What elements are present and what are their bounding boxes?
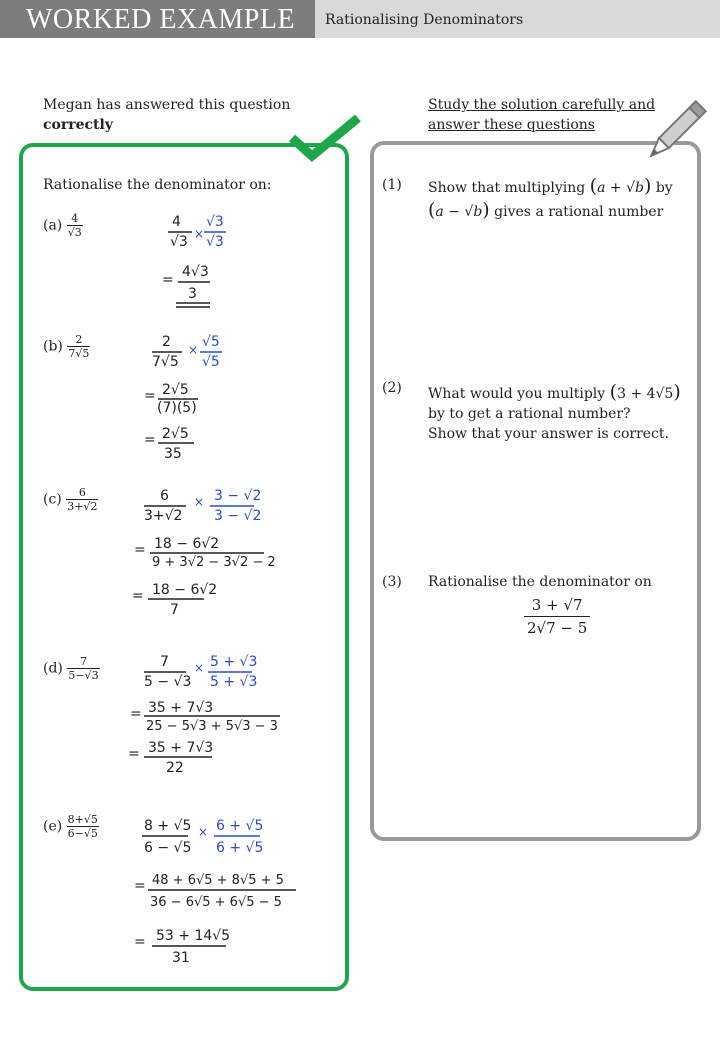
study-line-1: Study the solution carefully and (428, 97, 656, 113)
a-step2-eq: = (162, 272, 174, 288)
part-c-label: (c) (43, 491, 62, 508)
question-2-text: What would you multiply (3 + 4√5) by to get a rational number? Show that your answer is correct. (428, 381, 681, 442)
instruction-text: Rationalise the denominator on: (43, 177, 272, 193)
intro-text (43, 95, 290, 135)
part-d-label: (d) (43, 660, 63, 677)
question-3-fraction (524, 594, 590, 639)
part-a-label: (a) (43, 217, 63, 234)
questions-panel (370, 141, 701, 841)
a-step1-den: √3 (170, 234, 188, 250)
question-1-number: (1) (382, 177, 402, 193)
b-step1-mult-den: √5 (202, 354, 220, 370)
a-times-icon: × (194, 227, 205, 241)
c-step3-num: 18 − 6√2 (152, 582, 218, 598)
part-b-working (140, 330, 270, 470)
b-step2-den: (7)(5) (157, 400, 197, 416)
c-step3-den: 7 (170, 602, 179, 618)
a-step1-mult-den: √3 (206, 234, 224, 250)
part-a-working (160, 212, 280, 312)
part-a-question (43, 212, 83, 239)
e-step1-num: 8 + √5 (144, 818, 192, 834)
d-step3-num: 35 + 7√3 (148, 740, 214, 756)
c-step1-num: 6 (160, 488, 169, 504)
b-times-icon: × (188, 343, 199, 357)
d-step2-eq: = (130, 706, 142, 722)
c-times-icon: × (194, 495, 205, 509)
part-b-fraction: $\frac{2}{7√5}$ (68, 333, 90, 360)
part-e-question (43, 813, 99, 840)
b-step1-den: 7√5 (152, 354, 179, 370)
e-step2-num: 48 + 6√5 + 8√5 + 5 (152, 873, 284, 888)
worksheet-title: WORKED EXAMPLE (0, 0, 315, 38)
topic-title: Rationalising Denominators (315, 0, 720, 38)
pencil-icon (635, 100, 707, 172)
part-e-working (126, 812, 326, 972)
c-step2-den: 9 + 3√2 − 3√2 − 2 (152, 555, 276, 570)
a-step1-mult-num: √3 (206, 214, 224, 230)
e-step3-den: 31 (172, 950, 190, 966)
question-3-text: Rationalise the denominator on (428, 574, 652, 590)
b-step3-den: 35 (164, 446, 182, 462)
checkmark-icon (286, 112, 366, 172)
part-b-label: (b) (43, 338, 63, 355)
c-step1-den: 3+√2 (144, 508, 183, 524)
e-step1-mult-num: 6 + √5 (216, 818, 264, 834)
intro-line-1: Megan has answered this question (43, 97, 291, 113)
question-3-number: (3) (382, 574, 402, 590)
e-step3-eq: = (134, 934, 146, 950)
part-c-working (128, 484, 318, 624)
question-3-numerator: 3 + √7 (531, 596, 583, 614)
e-step3-num: 53 + 14√5 (156, 928, 231, 944)
b-step3-eq: = (144, 432, 156, 448)
e-step2-den: 36 − 6√5 + 6√5 − 5 (150, 895, 282, 910)
part-c-fraction: $\frac{6}{3+√2}$ (67, 486, 98, 513)
intro-line-2: correctly (43, 117, 113, 133)
d-step2-den: 25 − 5√3 + 5√3 − 3 (146, 719, 278, 734)
d-step2-num: 35 + 7√3 (148, 700, 214, 716)
b-step3-num: 2√5 (162, 426, 189, 442)
b-step2-eq: = (144, 388, 156, 404)
d-step3-eq: = (128, 746, 140, 762)
question-1-text: Show that multiplying (a + √b) by (a − √b) gives a rational number (428, 175, 673, 221)
part-d-working (124, 652, 324, 782)
part-d-fraction: $\frac{7}{5-√3}$ (68, 655, 99, 682)
c-step3-eq: = (132, 588, 144, 604)
d-step1-mult-den: 5 + √3 (210, 674, 258, 690)
part-d-question (43, 655, 100, 682)
b-step1-num: 2 (162, 334, 171, 350)
question-2-number: (2) (382, 380, 402, 396)
d-step1-num: 7 (160, 654, 169, 670)
d-step1-mult-num: 5 + √3 (210, 654, 258, 670)
d-times-icon: × (194, 661, 205, 675)
a-step2-den: 3 (188, 286, 197, 302)
part-e-label: (e) (43, 818, 63, 835)
c-step2-num: 18 − 6√2 (154, 536, 220, 552)
part-a-fraction: $\frac{4}{√3}$ (67, 212, 82, 239)
a-step2-num: 4√3 (182, 264, 209, 280)
question-3-denominator: 2√7 − 5 (524, 616, 590, 639)
e-step1-mult-den: 6 + √5 (216, 840, 264, 856)
part-b-question (43, 333, 90, 360)
b-step1-mult-num: √5 (202, 334, 220, 350)
e-times-icon: × (198, 825, 209, 839)
study-line-2: answer these questions (428, 117, 595, 133)
part-c-question (43, 486, 98, 513)
b-step2-num: 2√5 (162, 382, 189, 398)
e-step2-eq: = (134, 878, 146, 894)
a-step1-num: 4 (172, 214, 181, 230)
study-instructions (428, 95, 658, 135)
d-step1-den: 5 − √3 (144, 674, 192, 690)
part-e-fraction: $\frac{8+√5}{6-√5}$ (67, 813, 98, 840)
c-step1-mult-num: 3 − √2 (214, 488, 262, 504)
c-step2-eq: = (134, 542, 146, 558)
d-step3-den: 22 (166, 760, 184, 776)
c-step1-mult-den: 3 − √2 (214, 508, 262, 524)
e-step1-den: 6 − √5 (144, 840, 192, 856)
